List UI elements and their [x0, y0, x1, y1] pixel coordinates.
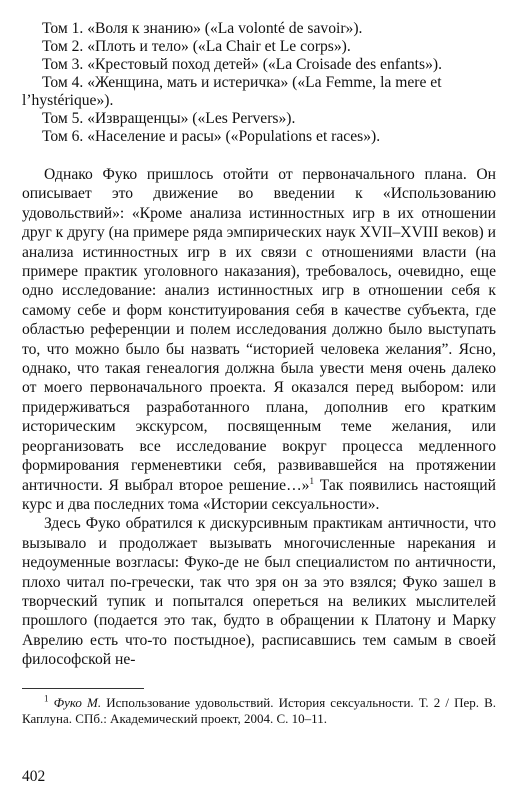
footnote-reference[interactable]: 1 [309, 475, 314, 486]
footnote-author: Фуко М. [53, 694, 102, 710]
page-body [22, 20, 496, 727]
footnote-text: Использование удовольствий. История сексуальности. Т. 2 / Пер. В. Каплуна. СПб.: Академический проект, 2004. С. 10–11. [22, 694, 497, 726]
volume-item: Том 5. «Извращенцы» («Les Pervers»). [42, 110, 296, 127]
footnote-divider [22, 688, 144, 689]
paragraph-text: Так появились настоящий курс и два последних тома «Истории сексуальности». [22, 476, 497, 513]
volume-item: Том 4. «Женщина, мать и истеричка» («La Femme, la mere et l’hystérique»). [22, 74, 442, 109]
footnote-mark: 1 [44, 693, 49, 704]
paragraph-text: Однако Фуко пришлось отойти от первоначального плана. Он описывает это движение во введении к «Использованию удовольствий»: «Кроме анализа истинностных игр в их отношении друг к другу (на примере ряда эмпирических наук XVII–XVIII веков) и анализа истинностных игр в их связи с отношениями власти (на примере практик уголовного наказания), требовалось, очевидно, еще одно исследование: анализ истинностных игр в отношении себя к самому себе и форм конституирования себя в качестве субъекта, где областью референции и полем исследования должно было выступать то, что можно было бы назвать “историей человека желания”. Ясно, однако, что такая генеалогия должна была увести меня очень далеко от моего первоначального проекта. Я оказался перед выбором: или придерживаться разработанного плана, дополнив его кратким историческим экскурсом, посвященным теме желания, или реорганизовать все исследование вокруг процесса медленного формирования герменевтики себя, развивавшейся на протяжении античности. Я выбрал второе решение…» [22, 166, 496, 494]
footnote [22, 695, 496, 727]
paragraph: Здесь Фуко обратился к дискурсивным практикам античности, что вызывало и продолжает вызывать многочисленные нарекания и недоуменные возгласы: Фуко-де не был специалистом по античности, плохо читал по-гречески, так что зря он за это взялся; Фуко зашел в творческий тупик и попытался опереться на великих мыслителей прошлого (подается это так, будто в обращении к Платону и Марку Аврелию есть что-то постыдное), расписавшись тем самым в своей философской не- [22, 515, 496, 669]
volume-list [22, 20, 496, 146]
paragraph [22, 165, 496, 514]
volume-item: Том 6. «Население и расы» («Populations et races»). [42, 128, 381, 145]
volume-item: Том 1. «Воля к знанию» («La volonté de savoir»). [42, 20, 363, 37]
volume-item: Том 3. «Крестовый поход детей» («La Croisade des enfants»). [42, 56, 442, 73]
page-number: 402 [22, 768, 46, 785]
volume-item: Том 2. «Плоть и тело» («La Chair et Le corps»). [42, 38, 351, 55]
